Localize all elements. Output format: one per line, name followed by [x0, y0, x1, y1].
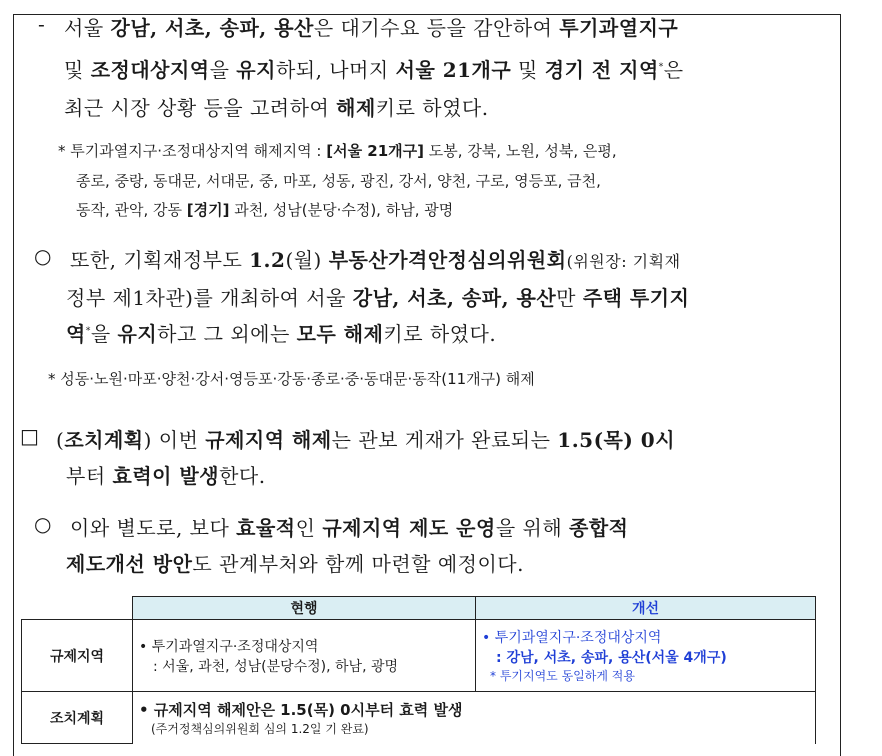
- row-label-action-plan: 조치계획: [22, 692, 133, 744]
- comparison-table: [21, 596, 816, 744]
- p1-line1: 서울 강남, 서초, 송파, 용산은 대기수요 등을 감안하여 투기과열지구: [64, 16, 679, 40]
- action-line2: (주거정책심의위원회 심의 1.2일 기 완료): [151, 721, 369, 736]
- p1-line3: 최근 시장 상황 등을 고려하여 해제키로 하였다.: [64, 96, 489, 120]
- p3-line2: 부터 효력이 발생한다.: [66, 464, 266, 488]
- new-line3: * 투기지역도 동일하게 적용: [490, 669, 635, 683]
- table-header-row: [22, 597, 816, 620]
- p3-line1: (조치계획) 이번 규제지역 해제는 관보 게재가 완료되는 1.5(목) 0시: [56, 428, 676, 452]
- p4-line2: 제도개선 방안도 관계부처와 함께 마련할 예정이다.: [66, 552, 524, 576]
- cell-improved-regulated: [476, 620, 816, 692]
- new-line1: • 투기과열지구·조정대상지역: [482, 630, 662, 646]
- p4-marker: ○: [34, 512, 52, 536]
- header-improved: 개선: [476, 597, 816, 620]
- p1-marker: -: [38, 12, 46, 36]
- new-line2: : 강남, 서초, 송파, 용산(서울 4개구): [496, 650, 727, 666]
- note1-line3: 동작, 관악, 강동 [경기] 과천, 성남(분당·수정), 하남, 광명: [76, 201, 454, 219]
- p2-line2: 정부 제1차관)를 개최하여 서울 강남, 서초, 송파, 용산만 주택 투기지: [66, 286, 690, 310]
- note1-line1: * 투기과열지구·조정대상지역 해제지역 : [서울 21개구] 도봉, 강북, 노원, 성북, 은평,: [58, 142, 617, 160]
- cur-line1: • 투기과열지구·조정대상지역: [139, 638, 319, 655]
- note2: * 성동·노원·마포·양천·강서·영등포·강동·종로·중·동대문·동작(11개구) 해제: [48, 370, 535, 388]
- p2-line1: 또한, 기획재정부도 1.2(월) 부동산가격안정심의위원회(위원장: 기획재: [70, 248, 681, 272]
- cur-line2: : 서울, 과천, 성남(분당수정), 하남, 광명: [153, 658, 399, 675]
- p3-marker: □: [20, 424, 40, 448]
- p4-line1: 이와 별도로, 보다 효율적인 규제지역 제도 운영을 위해 종합적: [70, 516, 629, 540]
- p2-marker: ○: [34, 244, 52, 268]
- p2-line3: 역*을 유지하고 그 외에는 모두 해제키로 하였다.: [66, 322, 497, 346]
- table-row: [22, 620, 816, 692]
- cell-current-regulated: [133, 620, 476, 692]
- p1-line2: 및 조정대상지역을 유지하되, 나머지 서울 21개구 및 경기 전 지역*은: [64, 58, 684, 82]
- note1-line2: 종로, 중랑, 동대문, 서대문, 중, 마포, 성동, 광진, 강서, 양천, 구로, 영등포, 금천,: [76, 172, 601, 190]
- cell-action-plan: [133, 692, 816, 744]
- header-current: 현행: [133, 597, 476, 620]
- action-line1: • 규제지역 해제안은 1.5(목) 0시부터 효력 발생: [139, 700, 463, 719]
- table-row: [22, 692, 816, 744]
- row-label-regulated-area: 규제지역: [22, 620, 133, 692]
- table-corner: [22, 597, 133, 620]
